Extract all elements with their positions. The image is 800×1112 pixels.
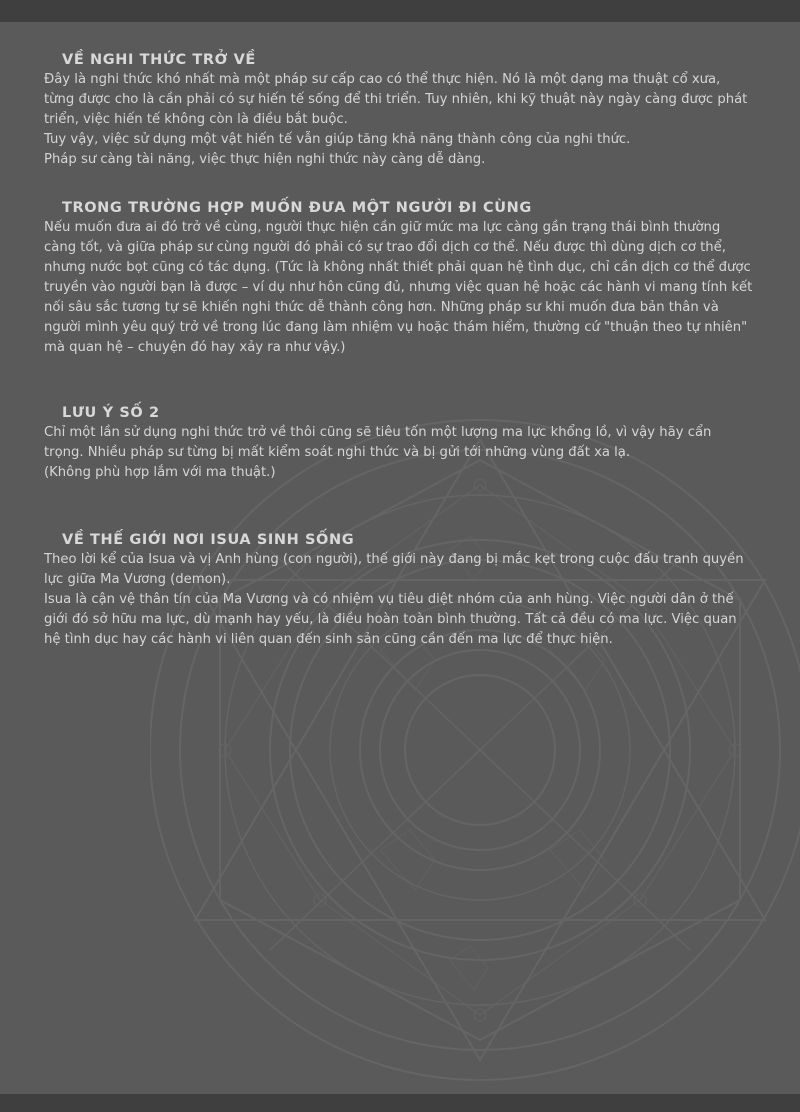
section-bring-companion xyxy=(44,200,754,358)
section-heading: VỀ NGHI THỨC TRỞ VỀ xyxy=(62,52,256,68)
section-heading: TRONG TRƯỜNG HỢP MUỐN ĐƯA MỘT NGƯỜI ĐI CÙNG xyxy=(62,200,532,216)
section-heading: LƯU Ý SỐ 2 xyxy=(62,405,160,421)
section-paragraph: Nếu muốn đưa ai đó trở về cùng, người thực hiện cần giữ mức ma lực càng gần trạng thái bình thường càng tốt, và giữa pháp sư cùng người đó phải có sự trao đổi dịch cơ thể. Nếu được thì dùng dịch cơ thể, nhưng nước bọt cũng có tác dụng. (Tức là không nhất thiết phải quan hệ tình dục, chỉ cần dịch cơ thể được truyền vào người bạn là được – ví dụ như hôn cũng đủ, nhưng việc quan hệ hoặc các hành vi mang tính kết nối sâu sắc tương tự sẽ khiến nghi thức dễ thành công hơn. Những pháp sư khi muốn đưa bản thân và người mình yêu quý trở về trong lúc đang làm nhiệm vụ hoặc thám hiểm, thường cứ "thuận theo tự nhiên" mà quan hệ – chuyện đó hay xảy ra như vậy.) xyxy=(44,220,753,356)
section-paragraph: (Không phù hợp lắm với ma thuật.) xyxy=(44,465,276,481)
section-paragraph: Isua là cận vệ thân tín của Ma Vương và có nhiệm vụ tiêu diệt nhóm của anh hùng. Việc người dân ở thế giới đó sở hữu ma lực, dù mạnh hay yếu, là điều hoàn toàn bình thường. Tất cả đều có ma lực. Việc quan hệ tình dục hay các hành vi liên quan đến sinh sản cũng cần đến ma lực để thực hiện. xyxy=(44,592,737,648)
section-paragraph: Pháp sư càng tài năng, việc thực hiện nghi thức này càng dễ dàng. xyxy=(44,152,486,168)
section-paragraph: Theo lời kể của Isua và vị Anh hùng (con người), thế giới này đang bị mắc kẹt trong cuộc đấu tranh quyền lực giữa Ma Vương (demon). xyxy=(44,552,744,588)
section-return-ritual xyxy=(44,52,754,170)
section-paragraph: Tuy vậy, việc sử dụng một vật hiến tế vẫn giúp tăng khả năng thành công của nghi thức. xyxy=(44,132,631,148)
section-paragraph: Đây là nghi thức khó nhất mà một pháp sư cấp cao có thể thực hiện. Nó là một dạng ma thuật cổ xưa, từng được cho là cần phải có sự hiến tế sống để thi triển. Tuy nhiên, khi kỹ thuật này ngày càng được phát triển, việc hiến tế không còn là điều bắt buộc. xyxy=(44,72,748,128)
section-isua-world xyxy=(44,532,754,650)
section-note-2 xyxy=(44,405,754,483)
section-paragraph: Chỉ một lần sử dụng nghi thức trở về thôi cũng sẽ tiêu tốn một lượng ma lực khổng lồ, vì vậy hãy cẩn trọng. Nhiều pháp sư từng bị mất kiểm soát nghi thức và bị gửi tới những vùng đất xa lạ. xyxy=(44,425,712,461)
section-heading: VỀ THẾ GIỚI NƠI ISUA SINH SỐNG xyxy=(62,532,355,548)
